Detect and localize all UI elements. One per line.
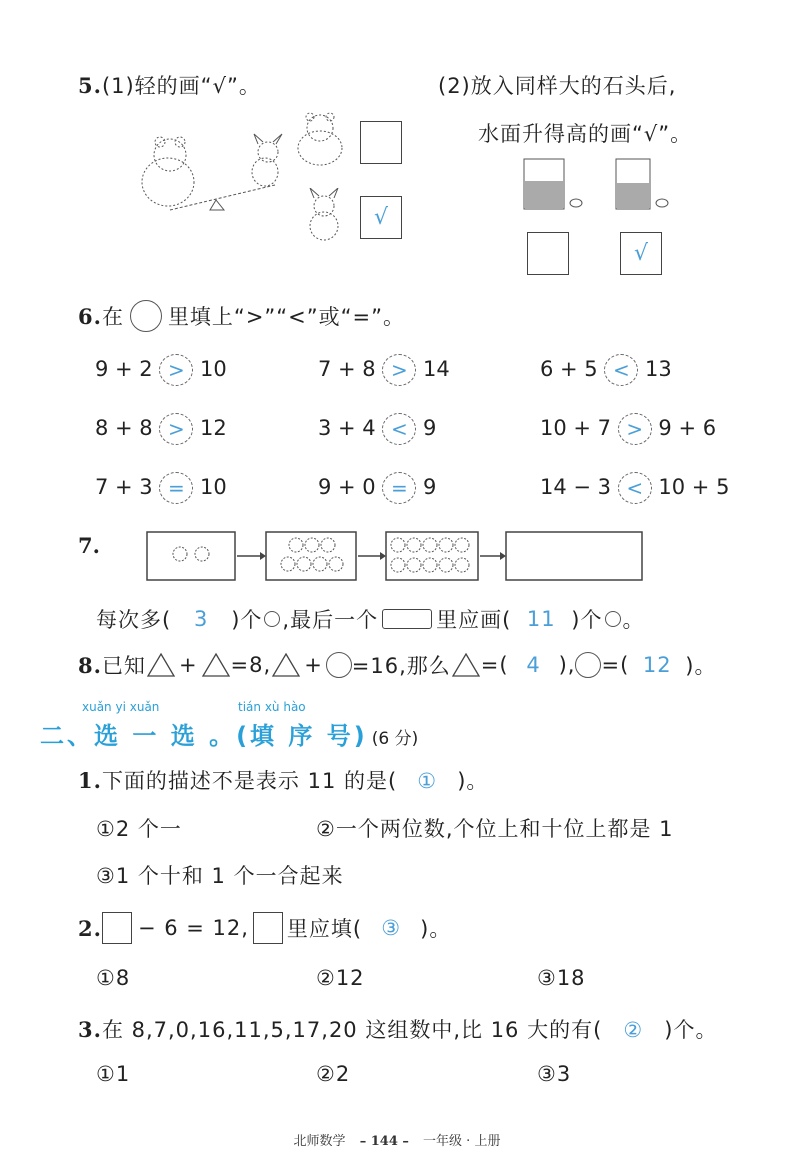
q6-prompt: 6 . 在 里填上“>”“<”或“=”。 [78,300,405,332]
question-number: 2 [78,915,94,941]
compare-circle[interactable]: < [382,413,416,445]
s2q3-question: 3.在 8,7,0,16,11,5,17,20 这组数中,比 16 大的有( ② )个。 [78,1017,718,1042]
q6-prompt-pre: 在 [101,305,124,329]
option-3: ③1 个十和 1 个一合起来 [96,864,344,888]
answer-box-bear[interactable] [360,121,402,164]
question-number: 5 [78,73,94,98]
compare-item: 9 + 0 = 9 [318,472,436,504]
s2q1-answer[interactable]: ① [417,769,438,793]
blank-box-icon [253,912,283,944]
question-number: 3 [78,1017,94,1042]
q6-prompt-post: 里填上“>”“<”或“=”。 [167,305,406,329]
footer-grade: 一年级 · 上册 [423,1134,501,1149]
strawberry-icon [605,611,621,627]
strawberry-icon [264,611,280,627]
s2q1-question: 1.下面的描述不是表示 11 的是( ① )。 [78,768,489,793]
pinyin-annotation: tián xù hào [238,700,306,714]
pattern-sequence [144,528,649,586]
page-number: – 144 – [359,1134,409,1149]
compare-item: 9 + 2 > 10 [95,354,227,386]
q8-answer-2[interactable]: 12 [642,653,672,677]
page-footer [0,1130,794,1149]
empty-box-icon [382,609,432,629]
compare-item: 10 + 7 > 9 + 6 [540,413,716,445]
question-number: 8 [78,652,94,678]
beaker-icon-1 [520,155,588,213]
q5-part2-line1: (2)放入同样大的石头后, [438,74,677,98]
compare-item: 14 − 3 < 10 + 5 [540,472,729,504]
q5-part2-line2: 水面升得高的画“√”。 [478,122,693,146]
option-1: ①8 [96,966,131,990]
section-title: 二、选 一 选 。(填 序 号) [40,722,368,750]
compare-item: 8 + 8 > 12 [95,413,227,445]
q7-answer-2[interactable]: 11 [526,607,556,631]
compare-circle[interactable]: > [159,413,193,445]
dog-icon [302,188,346,243]
option-3: ③3 [537,1062,572,1086]
q7-answer-line: 每次多( 3 )个 ,最后一个 里应画( 11 )个 。 [96,607,645,632]
compare-circle[interactable]: < [604,354,638,386]
s2q2-question: 2 . − 6 = 12, 里应填( ③ )。 [78,912,451,944]
circle-icon [326,652,352,678]
option-2: ②一个两位数,个位上和十位上都是 1 [316,817,674,841]
question-number: 1 [78,768,94,793]
footer-subject: 北师数学 [293,1134,346,1149]
option-3: ③18 [537,966,586,990]
compare-item: 6 + 5 < 13 [540,354,672,386]
compare-circle[interactable]: > [159,354,193,386]
option-2: ②12 [316,966,365,990]
compare-circle[interactable]: > [618,413,652,445]
q8-answer-1[interactable]: 4 [526,653,541,677]
triangle-icon [451,652,481,678]
pinyin-annotation: xuǎn yi xuǎn [82,700,160,714]
option-1: ①2 个一 [96,817,182,841]
question-number: 6 [78,303,94,329]
section-score: (6 分) [371,729,419,749]
compare-item: 7 + 8 > 14 [318,354,450,386]
question-number: 7. [78,533,100,558]
triangle-icon [201,652,231,678]
option-1: ①1 [96,1062,131,1086]
circle-icon [575,652,601,678]
answer-box-dog[interactable]: √ [360,196,402,239]
s2q2-answer[interactable]: ③ [381,916,402,940]
section-2-heading [40,716,418,751]
option-2: ②2 [316,1062,351,1086]
compare-circle[interactable]: = [382,472,416,504]
q5-part1-text: (1)轻的画“√”。 [101,74,261,98]
blank-box-icon [102,912,132,944]
answer-box-beaker-2[interactable]: √ [620,232,662,275]
beaker-icon-2 [612,155,680,213]
compare-circle[interactable]: < [618,472,652,504]
triangle-icon [271,652,301,678]
compare-item: 7 + 3 = 10 [95,472,227,504]
answer-box-beaker-1[interactable] [527,232,569,275]
compare-item: 3 + 4 < 9 [318,413,436,445]
empty-circle-icon [130,300,162,332]
q8-line: 8 . 已知 + =8, + =16,那么 =( 4 ), =( 12 )。 [78,652,717,678]
triangle-icon [146,652,176,678]
q5-part1-line: 5.(1)轻的画“√”。 [78,73,261,98]
compare-circle[interactable]: = [159,472,193,504]
bear-icon [292,110,352,168]
compare-circle[interactable]: > [382,354,416,386]
s2q3-answer[interactable]: ② [623,1018,644,1042]
q7-answer-1[interactable]: 3 [194,607,209,631]
